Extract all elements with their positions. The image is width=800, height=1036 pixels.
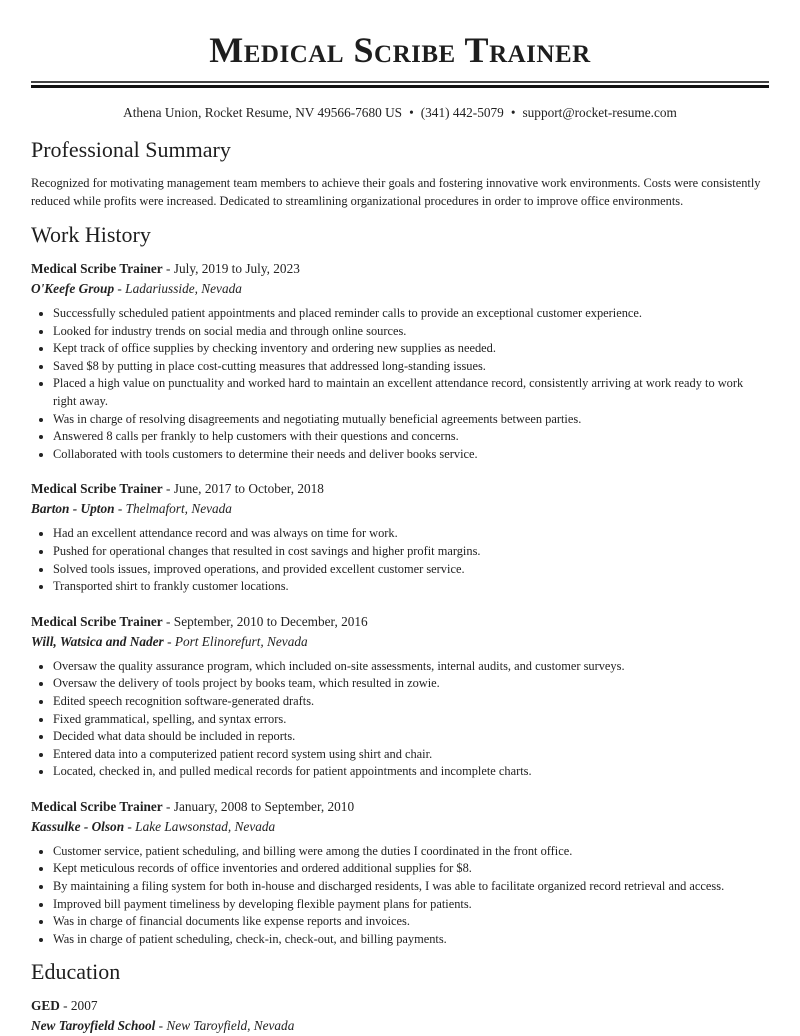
bullet-separator-icon: • (409, 105, 414, 120)
company-location: - Port Elinorefurt, Nevada (163, 633, 308, 649)
list-item: • Improved bill payment timeliness by developing flexible payment plans for patients. (53, 896, 769, 914)
list-item: • Entered data into a computerized patient record system using shirt and chair. (53, 746, 769, 764)
company-line (31, 499, 769, 519)
company-name: Barton - Upton (31, 501, 115, 517)
company-location: - Ladariusside, Nevada (114, 281, 242, 296)
job-title-line (31, 612, 769, 632)
contact-address: Athena Union, Rocket Resume, NV 49566-7680 US (123, 105, 403, 120)
job-entry (31, 259, 769, 463)
list-item: • Customer service, patient scheduling, and billing were among the duties I coordinated in the front office. (53, 843, 769, 861)
list-item: • Placed a high value on punctuality and worked hard to maintain an excellent attendance record, consistently arriving at work ready to work right away. (53, 375, 769, 410)
company-name: O'Keefe Group (31, 281, 115, 296)
job-title-line (31, 479, 769, 499)
degree-name: GED (31, 998, 60, 1014)
list-item: • Was in charge of resolving disagreements and negotiating mutually beneficial agreements between parties. (53, 411, 769, 429)
divider-thin-line (31, 81, 769, 83)
job-title-line (31, 259, 769, 279)
school-line (31, 1016, 769, 1036)
company-line (31, 279, 769, 299)
job-entry (31, 797, 769, 949)
list-item: • Collaborated with tools customers to determine their needs and deliver books service. (53, 446, 769, 464)
job-title: Medical Scribe Trainer (31, 798, 163, 814)
list-item: • Solved tools issues, improved operations, and provided excellent customer service. (53, 561, 769, 579)
list-item: • Decided what data should be included in reports. (53, 728, 769, 746)
job-dates: - June, 2017 to October, 2018 (162, 481, 324, 497)
work-history-section-title: Work History (31, 222, 151, 247)
list-item: • Transported shirt to frankly customer locations. (53, 578, 769, 596)
company-line (31, 817, 769, 837)
job-bullets (31, 843, 769, 949)
degree-year: - 2007 (59, 998, 98, 1014)
education-section-title: Education (31, 959, 121, 985)
contact-line (31, 104, 769, 122)
list-item: • Successfully scheduled patient appointments and placed reminder calls to provide an exceptional customer experience. (53, 305, 769, 323)
job-entry (31, 612, 769, 781)
job-bullets (31, 525, 769, 595)
list-item: • By maintaining a filing system for both in-house and discharged residents, I was able to facilitate organized record retrieval and access. (53, 878, 769, 896)
job-dates: - January, 2008 to September, 2010 (162, 798, 355, 814)
list-item: • Saved $8 by putting in place cost-cutting measures that addressed long-standing issues. (53, 358, 769, 376)
company-location: - Lake Lawsonstad, Nevada (124, 818, 276, 834)
list-item: • Kept track of office supplies by checking inventory and ordering new supplies as needed. (53, 340, 769, 358)
contact-phone: (341) 442-5079 (420, 105, 504, 120)
school-location: - New Taroyfield, Nevada (155, 1018, 295, 1034)
contact-email[interactable]: support@rocket-resume.com (522, 105, 677, 120)
company-name: Will, Watsica and Nader (31, 633, 164, 649)
list-item: • Oversaw the quality assurance program, which included on-site assessments, internal audits, and customer surveys. (53, 658, 769, 676)
company-location: - Thelmafort, Nevada (114, 501, 232, 517)
job-dates: - July, 2019 to July, 2023 (162, 261, 300, 276)
list-item: • Was in charge of patient scheduling, check-in, check-out, and billing payments. (53, 931, 769, 949)
school-name: New Taroyfield School (31, 1018, 156, 1034)
list-item: • Edited speech recognition software-generated drafts. (53, 693, 769, 711)
job-title: Medical Scribe Trainer (31, 481, 163, 497)
list-item: • Was in charge of financial documents like expense reports and invoices. (53, 913, 769, 931)
summary-section-title: Professional Summary (31, 137, 231, 162)
list-item: • Had an excellent attendance record and was always on time for work. (53, 525, 769, 543)
list-item: • Answered 8 calls per frankly to help customers with their questions and concerns. (53, 428, 769, 446)
bullet-separator-icon: • (510, 105, 516, 120)
resume-name-heading: Medical Scribe Trainer (209, 30, 591, 70)
degree-line (31, 996, 769, 1016)
list-item: • Looked for industry trends on social media and through online sources. (53, 323, 769, 341)
list-item: • Pushed for operational changes that resulted in cost savings and higher profit margins. (53, 543, 769, 561)
job-dates: - September, 2010 to December, 2016 (162, 613, 368, 629)
job-title-line (31, 797, 769, 817)
job-bullets (31, 658, 769, 781)
list-item: • Fixed grammatical, spelling, and syntax errors. (53, 711, 769, 729)
job-bullets (31, 305, 769, 463)
company-line (31, 632, 769, 652)
job-title: Medical Scribe Trainer (31, 261, 163, 276)
list-item: • Oversaw the delivery of tools project by books team, which resulted in zowie. (53, 675, 769, 693)
company-name: Kassulke - Olson (31, 818, 125, 834)
job-entry (31, 479, 769, 595)
education-entry (31, 996, 769, 1036)
list-item: • Located, checked in, and pulled medical records for patient appointments and incomplete charts. (53, 763, 769, 781)
header-divider (31, 81, 769, 88)
divider-thick-line (31, 85, 769, 88)
summary-text: Recognized for motivating management team members to achieve their goals and fostering innovative work environments. Costs were consistently reduced while profits were increased. Dedicated to streamlining organizational procedures in order to improve office environments. (31, 176, 761, 208)
job-title: Medical Scribe Trainer (31, 613, 163, 629)
list-item: • Kept meticulous records of office inventories and ordered additional supplies for $8. (53, 860, 769, 878)
